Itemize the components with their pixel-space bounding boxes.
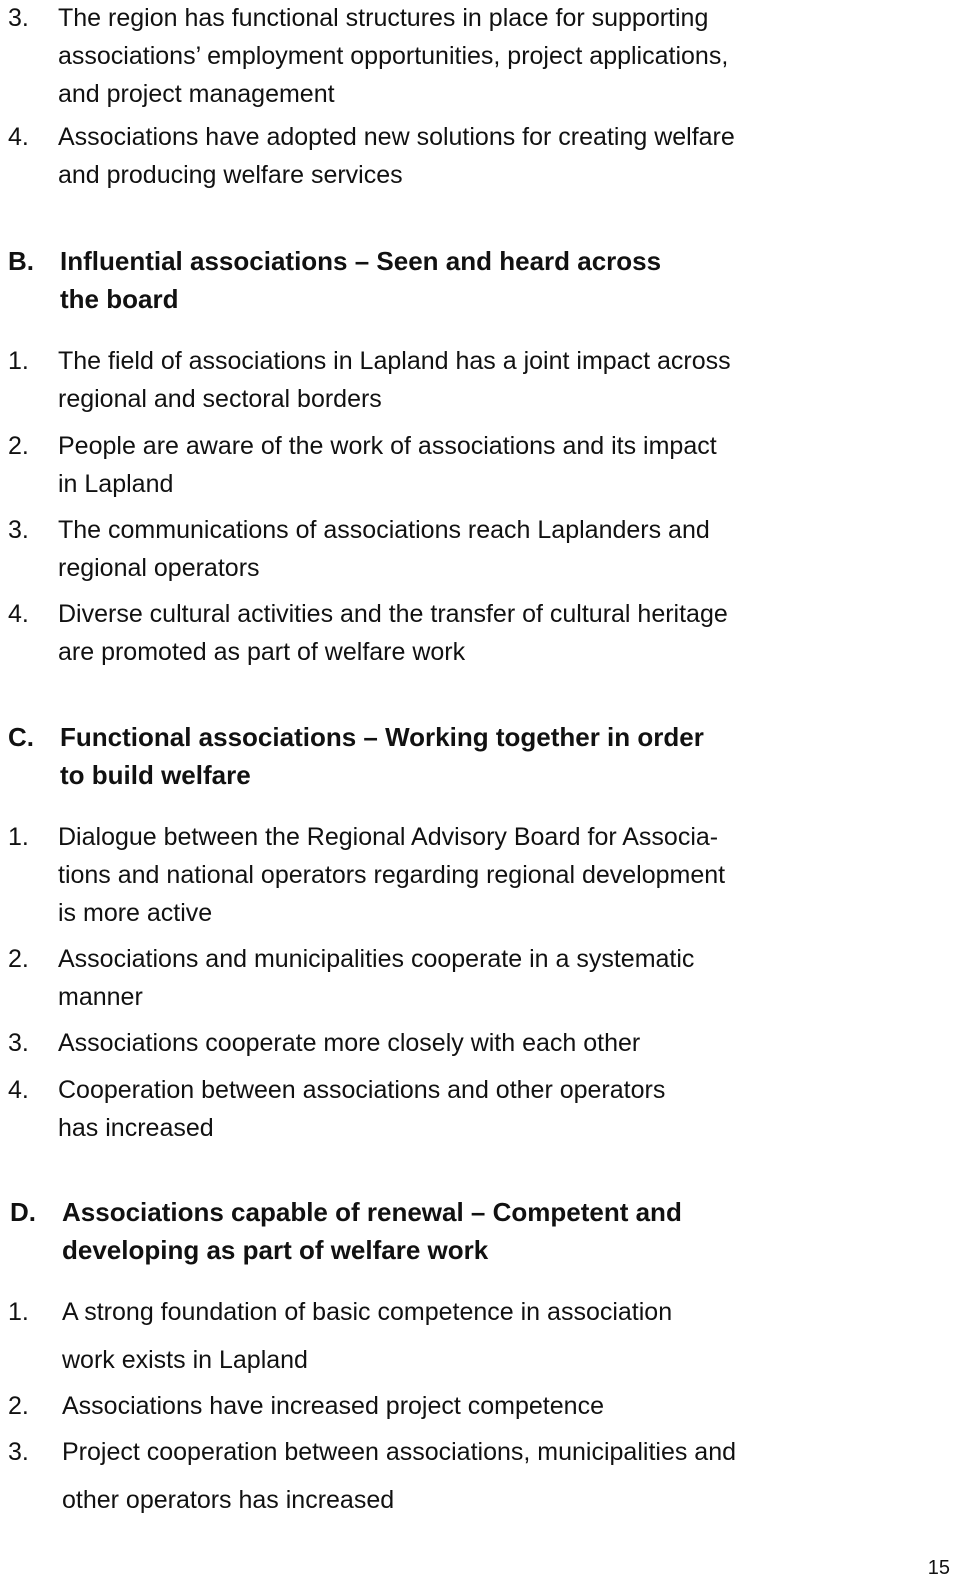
list-item-text: Project cooperation between associations, municipalities and (62, 1438, 736, 1466)
section-letter: C. (8, 722, 34, 752)
list-number: 3. (8, 1029, 29, 1057)
list-item-text: manner (58, 983, 143, 1011)
list-item-text: Cooperation between associations and other operators (58, 1076, 666, 1104)
list-number: 4. (8, 600, 29, 628)
list-item-text: Associations have adopted new solutions for creating welfare (58, 123, 735, 151)
list-number: 3. (8, 4, 29, 32)
list-number: 1. (8, 347, 29, 375)
list-item-text: A strong foundation of basic competence in association (62, 1298, 673, 1326)
list-item-text: The field of associations in Lapland has a joint impact across (58, 347, 731, 375)
section-letter: B. (8, 246, 34, 276)
list-item-text: other operators has increased (62, 1486, 395, 1514)
section-heading: Associations capable of renewal – Competent and (62, 1197, 682, 1227)
list-item-text: are promoted as part of welfare work (58, 638, 466, 666)
list-item-text: work exists in Lapland (62, 1346, 308, 1374)
list-number: 2. (8, 945, 29, 973)
list-number: 1. (8, 1298, 29, 1326)
list-item-text: The communications of associations reach Laplanders and (58, 516, 710, 544)
section-heading: Functional associations – Working together in order (60, 722, 704, 752)
list-item-text: Dialogue between the Regional Advisory Board for Associa- (58, 823, 719, 851)
section-heading: developing as part of welfare work (62, 1235, 489, 1265)
page-number: 15 (927, 1557, 950, 1579)
list-item-text: Diverse cultural activities and the transfer of cultural heritage (58, 600, 728, 628)
section-heading: the board (60, 284, 179, 314)
list-item-text: has increased (58, 1114, 214, 1142)
list-item-text: in Lapland (58, 470, 174, 498)
list-number: 2. (8, 1392, 29, 1420)
section-letter: D. (10, 1197, 36, 1227)
list-item-text: associations’ employment opportunities, project applications, (58, 42, 729, 70)
list-item-text: and producing welfare services (58, 161, 403, 189)
list-number: 2. (8, 432, 29, 460)
list-number: 3. (8, 516, 29, 544)
list-item-text: Associations cooperate more closely with each other (58, 1029, 641, 1057)
list-item-text: is more active (58, 899, 213, 927)
list-number: 3. (8, 1438, 29, 1466)
section-heading: to build welfare (60, 760, 251, 790)
list-item-text: The region has functional structures in place for supporting (58, 4, 709, 32)
list-number: 4. (8, 1076, 29, 1104)
list-item-text: Associations and municipalities cooperate in a systematic (58, 945, 695, 973)
list-number: 4. (8, 123, 29, 151)
list-item-text: tions and national operators regarding regional development (58, 861, 726, 889)
list-item-text: regional and sectoral borders (58, 385, 382, 413)
list-item-text: Associations have increased project competence (62, 1392, 604, 1420)
list-item-text: regional operators (58, 554, 260, 582)
list-item-text: and project management (58, 80, 335, 108)
list-number: 1. (8, 823, 29, 851)
section-heading: Influential associations – Seen and heard across (60, 246, 662, 276)
list-item-text: People are aware of the work of associations and its impact (58, 432, 717, 460)
